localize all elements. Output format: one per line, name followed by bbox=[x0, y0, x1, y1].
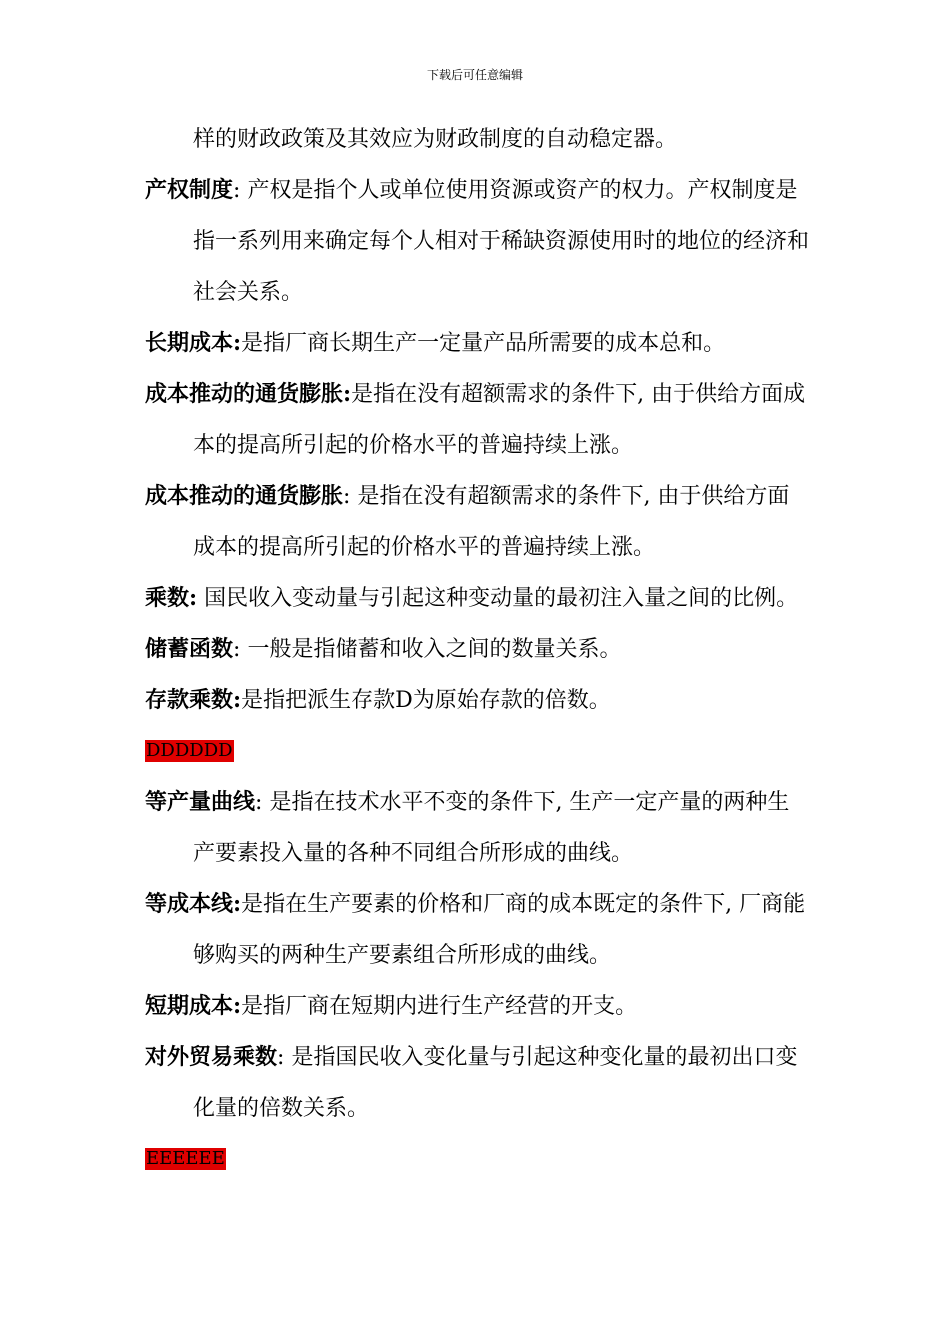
document-body bbox=[145, 114, 810, 1185]
entry-separator: : bbox=[343, 484, 351, 509]
entry-term: 等产量曲线 bbox=[145, 789, 256, 815]
entry-isoquant bbox=[145, 777, 810, 879]
entry-separator: : bbox=[277, 1045, 285, 1070]
entry-text: 是指厂商长期生产一定量产品所需要的成本总和。 bbox=[241, 331, 726, 356]
entry-text: 是指厂商在短期内进行生产经营的开支。 bbox=[241, 994, 638, 1019]
entry-text: 是指在没有超额需求的条件下, 由于供给方面成本的提高所引起的价格水平的普遍持续上涨。 bbox=[193, 484, 790, 560]
entry-separator: : bbox=[233, 178, 241, 203]
entry-text: 国民收入变动量与引起这种变动量的最初注入量之间的比例。 bbox=[204, 586, 799, 611]
section-marker-row-d bbox=[145, 726, 810, 777]
entry-term: 成本推动的通货膨胀 bbox=[145, 483, 344, 509]
entry-separator: : bbox=[255, 790, 263, 815]
entry-text: 是指在生产要素的价格和厂商的成本既定的条件下, 厂商能够购买的两种生产要素组合所形成的曲线。 bbox=[193, 892, 806, 968]
entry-foreign-trade-multiplier bbox=[145, 1032, 810, 1134]
entry-term: 乘数: bbox=[145, 585, 198, 611]
entry-cost-push-inflation-1 bbox=[145, 369, 810, 471]
entry-text: 是指在没有超额需求的条件下, 由于供给方面成本的提高所引起的价格水平的普遍持续上涨。 bbox=[193, 382, 806, 458]
entry-term: 存款乘数: bbox=[145, 687, 242, 713]
entry-text: 样的财政政策及其效应为财政制度的自动稳定器。 bbox=[193, 127, 678, 152]
entry-property-rights bbox=[145, 165, 810, 318]
entry-cost-push-inflation-2 bbox=[145, 471, 810, 573]
entry-text: 是指在技术水平不变的条件下, 生产一定产量的两种生产要素投入量的各种不同组合所形成的曲线。 bbox=[193, 790, 790, 866]
entry-text: 是指国民收入变化量与引起这种变化量的最初出口变化量的倍数关系。 bbox=[193, 1045, 798, 1121]
section-marker-row-e bbox=[145, 1134, 810, 1185]
section-marker-e: EEEEEE bbox=[146, 1148, 225, 1169]
entry-term: 短期成本: bbox=[145, 993, 242, 1019]
entry-term: 成本推动的通货膨胀: bbox=[145, 381, 352, 407]
entry-term: 对外贸易乘数 bbox=[145, 1044, 278, 1070]
entry-separator: : bbox=[233, 637, 241, 662]
entry-term: 储蓄函数 bbox=[145, 636, 234, 662]
entry-term: 长期成本: bbox=[145, 330, 242, 356]
entry-term: 等成本线: bbox=[145, 891, 242, 917]
section-marker-d: DDDDDD bbox=[146, 740, 233, 761]
entry-text: 一般是指储蓄和收入之间的数量关系。 bbox=[247, 637, 622, 662]
entry-text: 是指把派生存款D为原始存款的倍数。 bbox=[241, 688, 611, 713]
entry-long-run-cost bbox=[145, 318, 810, 369]
entry-short-run-cost bbox=[145, 981, 810, 1032]
entry-isocost-line bbox=[145, 879, 810, 981]
entry-term: 产权制度 bbox=[145, 177, 234, 203]
entry-saving-function bbox=[145, 624, 810, 675]
entry-text: 产权是指个人或单位使用资源或资产的权力。产权制度是指一系列用来确定每个人相对于稀缺资源使用时的地位的经济和社会关系。 bbox=[193, 178, 810, 305]
page-header: 下载后可任意编辑 bbox=[426, 68, 523, 82]
entry-deposit-multiplier bbox=[145, 675, 810, 726]
entry-multiplier bbox=[145, 573, 810, 624]
entry-continuation bbox=[145, 114, 810, 165]
